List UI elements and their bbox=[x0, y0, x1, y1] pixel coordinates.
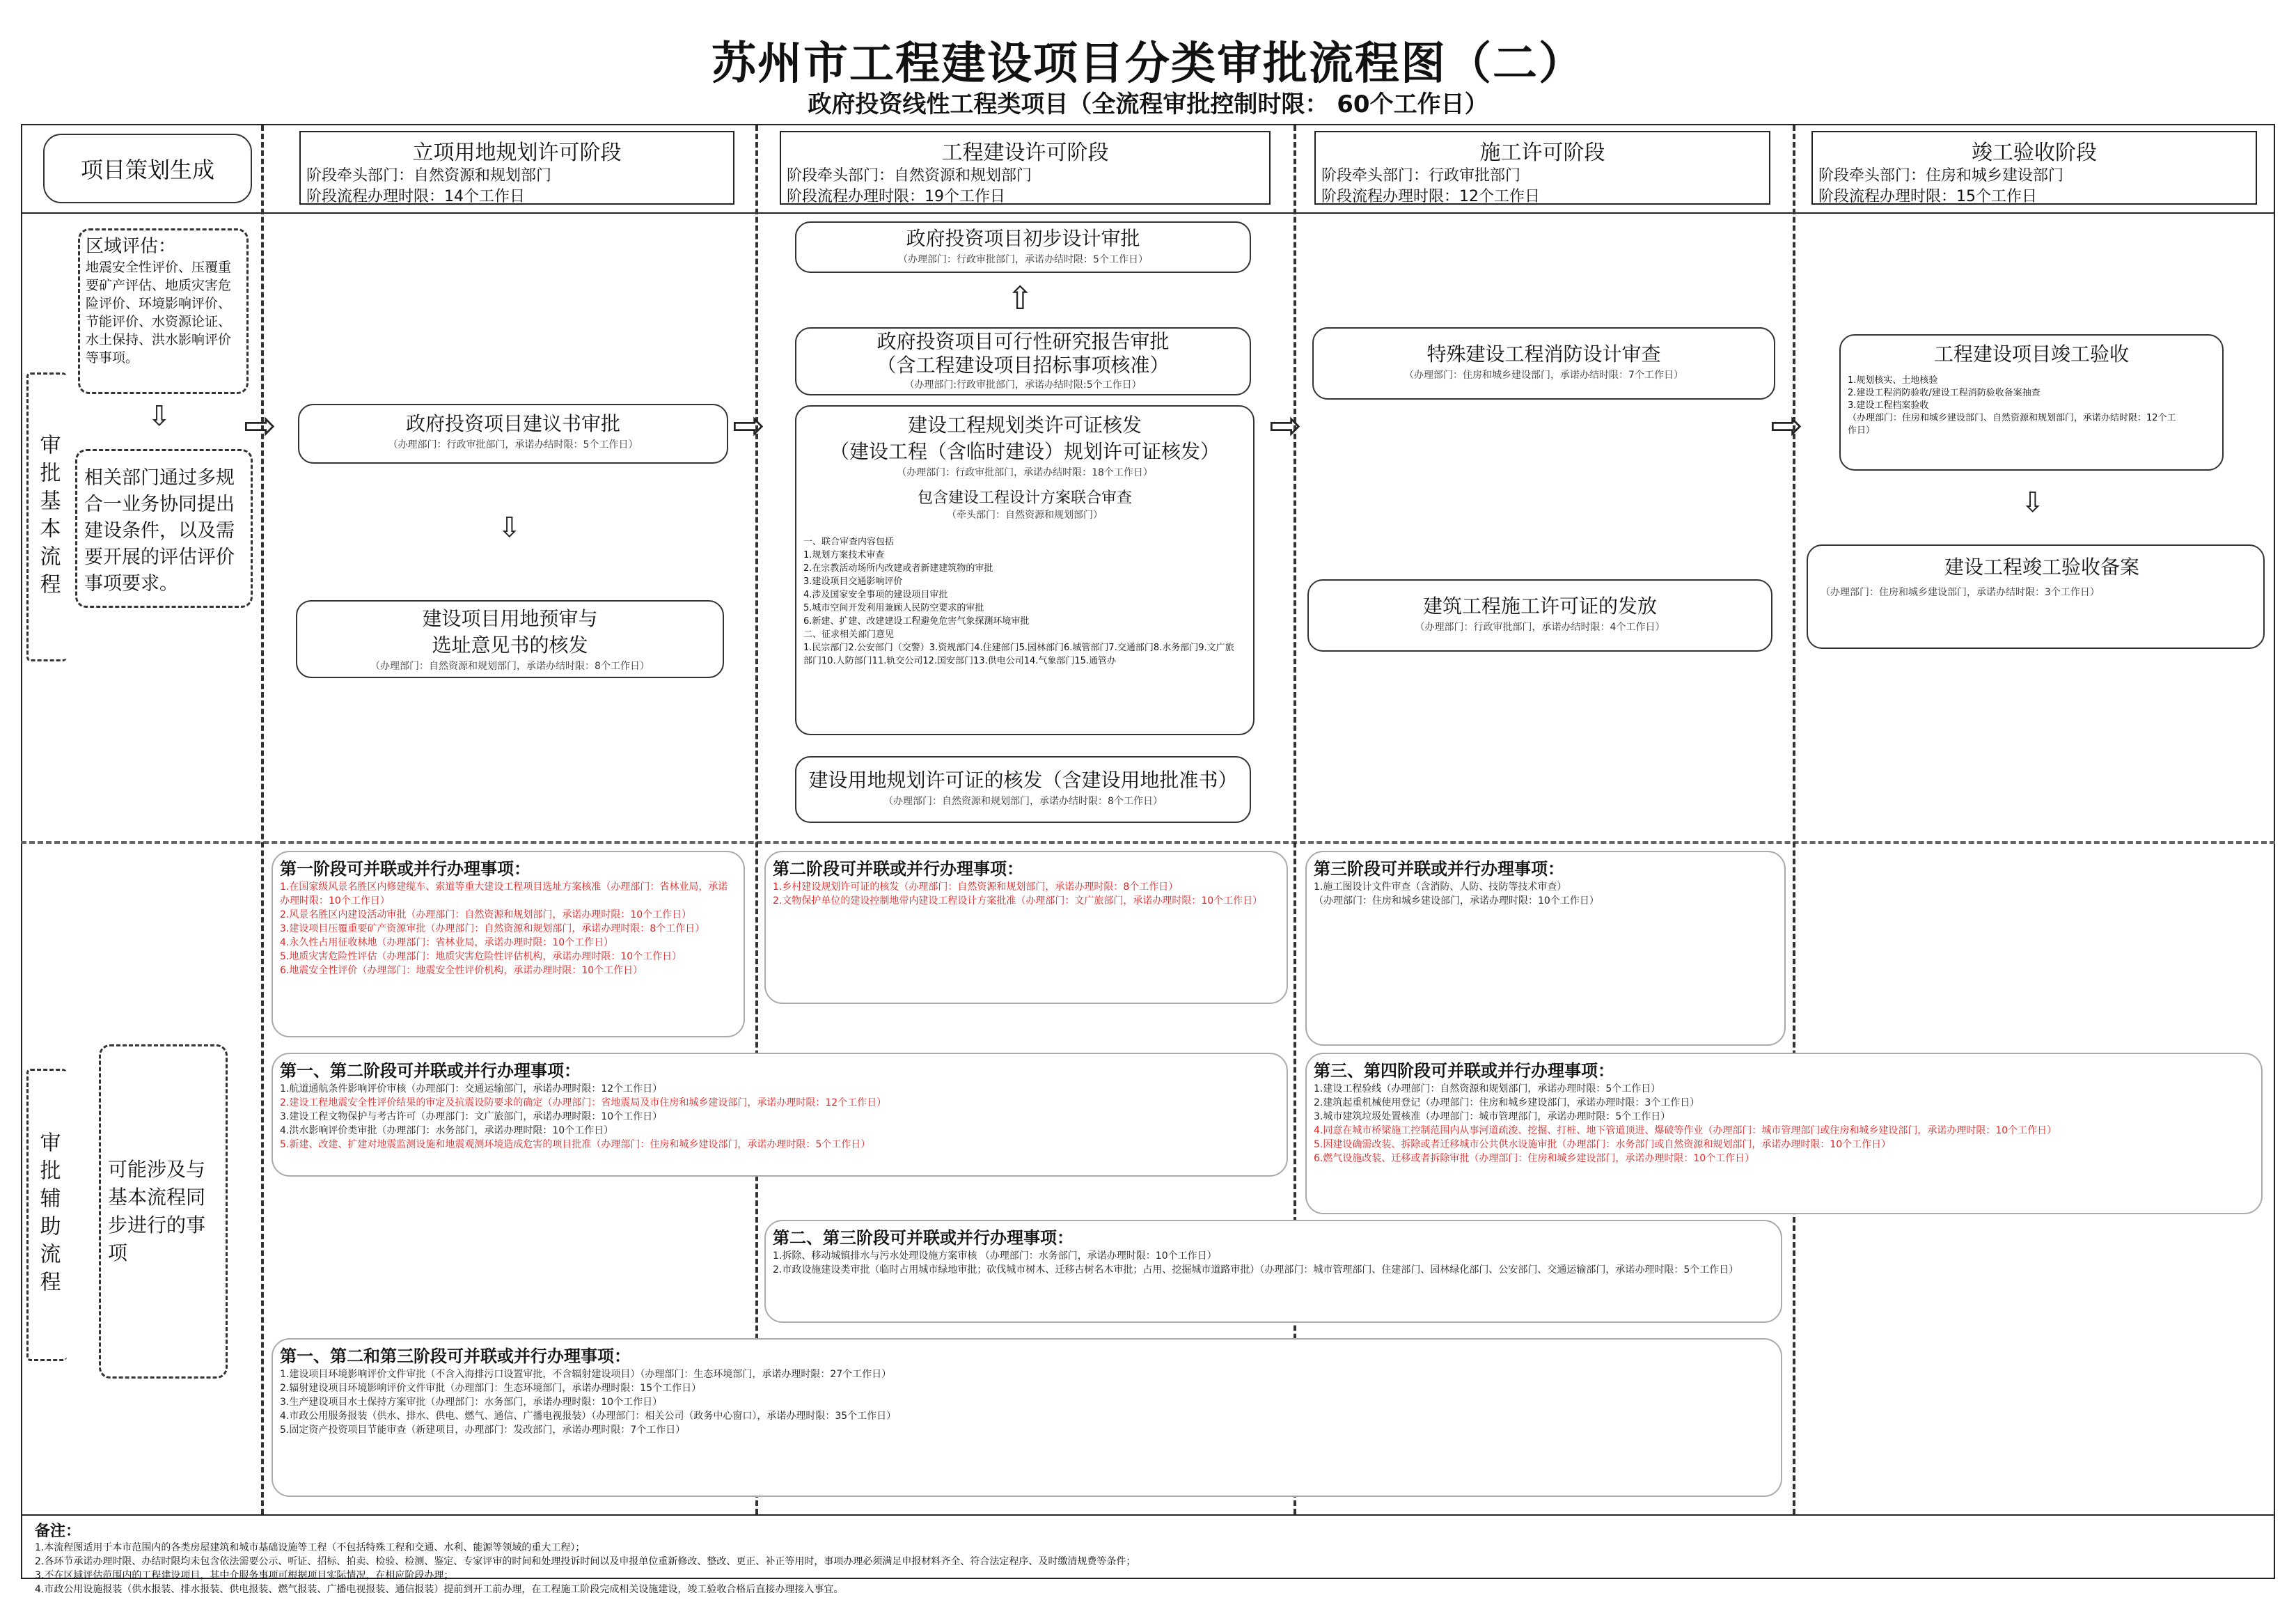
parallel-item: 1.拆除、移动城镇排水与污水处理设施方案审核 （办理部门：水务部门，承诺办理时限：10个工作日） bbox=[773, 1250, 1217, 1262]
down-arrow-icon: ⇩ bbox=[2021, 487, 2045, 519]
project-planning-box[interactable] bbox=[43, 134, 252, 203]
parallel-stage123-box[interactable] bbox=[272, 1338, 1782, 1497]
project-planning-label: 项目策划生成 bbox=[80, 157, 214, 183]
joint-review-list bbox=[796, 535, 1253, 668]
fire-design-sub: （办理部门：住房和城乡建设部门，承诺办结时限：7个工作日） bbox=[1404, 370, 1683, 381]
parallel-item: 2.市政设施建设类审批（临时占用城市绿地审批；砍伐城市树木、迁移古树名木审批；占用、挖掘城市道路审批）（办理部门：城市管理部门、住建部门、园林绿化部门、公安部门、交通运输部门，承诺办理时限：5个工作日） bbox=[773, 1264, 1739, 1276]
list-item: 二、征求相关部门意见 bbox=[803, 629, 895, 640]
stage-lead: 阶段牵头部门：自然资源和规划部门 bbox=[306, 167, 552, 185]
page-subtitle: 政府投资线性工程类项目（全流程审批控制时限： 60个工作日） bbox=[808, 91, 1488, 118]
joint-review-title: 包含建设工程设计方案联合审查 bbox=[917, 489, 1132, 507]
stage-header-4[interactable] bbox=[1811, 131, 2257, 205]
side-label-basic: 审批基本流程 bbox=[26, 372, 67, 661]
stage-divider-4 bbox=[1793, 125, 1795, 1514]
region-evaluation-body: 地震安全性评价、压覆重要矿产评估、地质灾害危险评价、环境影响评价、节能评价、水资源论证、水土保持、洪水影响评价等事项。 bbox=[86, 260, 232, 366]
land-pre-title-1: 建设项目用地预审与 bbox=[422, 607, 598, 630]
parallel-item: 3.建设项目压覆重要矿产资源审批（办理部门：自然资源和规划部门，承诺办理时限：8个工作日） bbox=[280, 923, 705, 934]
joint-review-sub: （牵头部门：自然资源和规划部门） bbox=[947, 510, 1103, 521]
land-use-permit-title: 建设用地规划许可证的核发（含建设用地批准书） bbox=[808, 769, 1238, 792]
stage-name: 竣工验收阶段 bbox=[1972, 141, 2097, 165]
list-item: 4.涉及国家安全事项的建设项目审批 bbox=[803, 590, 948, 600]
land-use-permit-sub: （办理部门：自然资源和规划部门，承诺办结时限：8个工作日） bbox=[883, 796, 1163, 807]
completion-title: 工程建设项目竣工验收 bbox=[1933, 343, 2129, 366]
parallel-item: 5.因建设确需改装、拆除或者迁移城市公共供水设施审批（办理部门：水务部门或自然资源和规划部门，承诺办理时限：10个工作日） bbox=[1314, 1139, 1892, 1150]
stage-header-3[interactable] bbox=[1314, 131, 1770, 205]
proposal-title: 政府投资项目建议书审批 bbox=[405, 412, 620, 435]
side-label-aux: 审批辅助流程 bbox=[26, 1069, 67, 1361]
construction-permit-box[interactable] bbox=[1307, 579, 1772, 652]
prelim-design-box[interactable] bbox=[795, 221, 1251, 273]
parallel-item: 4.市政公用服务报装（供水、排水、供电、燃气、通信、广播电视报装）（办理部门：相关公司（政务中心窗口），承诺办理时限：35个工作日） bbox=[280, 1411, 897, 1422]
parallel-item: 2.辐射建设项目环境影响评价文件审批（办理部门：生态环境部门，承诺办理时限：15个工作日） bbox=[280, 1383, 702, 1394]
stage-divider-2 bbox=[755, 125, 758, 1514]
parallel-item: 3.生产建设项目水土保持方案审批（办理部门：水务部门，承诺办理时限：10个工作日） bbox=[280, 1397, 663, 1408]
list-item: （办理部门：住房和城乡建设部门、自然资源和规划部门，承诺办结时限：12个工作日） bbox=[1848, 413, 2176, 436]
down-arrow-icon: ⇩ bbox=[498, 512, 521, 544]
aux-note-text: 可能涉及与基本流程同步进行的事项 bbox=[108, 1158, 206, 1264]
planning-permit-box[interactable] bbox=[795, 405, 1255, 735]
note-item: 4.市政公用设施报装（供水报装、排水报装、供电报装、燃气报装、广播电视报装、通信报装）提前到开工前办理，在工程施工阶段完成相关设施建设，竣工验收合格后直接办理接入事宜。 bbox=[35, 1584, 844, 1595]
parallel-item: 1.航道通航条件影响评价审核（办理部门：交通运输部门，承诺办理时限：12个工作日） bbox=[280, 1083, 663, 1094]
list-item: 1.民宗部门2.公安部门（交警）3.资规部门4.住建部门5.园林部门6.城管部门7.交通部门8.水务部门9.文广旅部门10.人防部门11.轨交公司12.国安部门13.供电公司14.气象部门15.通管办 bbox=[803, 643, 1234, 666]
land-pre-review-box[interactable] bbox=[296, 600, 724, 678]
right-arrow-icon: ⇨ bbox=[1269, 403, 1302, 448]
parallel-stage2-title: 第二阶段可并联或并行办理事项： bbox=[773, 859, 1023, 879]
land-use-permit-box[interactable] bbox=[795, 756, 1251, 823]
parallel-item: 6.地震安全性评价（办理部门：地震安全性评价机构，承诺办理时限：10个工作日） bbox=[280, 965, 643, 976]
parallel-stage23-box[interactable] bbox=[764, 1220, 1782, 1323]
stage-name: 工程建设许可阶段 bbox=[941, 141, 1109, 165]
list-item: 2.在宗教活动场所内改建或者新建建筑物的审批 bbox=[803, 563, 993, 574]
list-item: 5.城市空间开发利用兼顾人民防空要求的审批 bbox=[803, 603, 984, 613]
fire-design-review-box[interactable] bbox=[1312, 327, 1775, 400]
stage-divider-1 bbox=[261, 125, 264, 1514]
parallel-item: （办理部门：住房和城乡建设部门，承诺办理时限：10个工作日） bbox=[1314, 895, 1599, 906]
proposal-sub: （办理部门：行政审批部门，承诺办结时限：5个工作日） bbox=[388, 439, 638, 450]
stage-header-1[interactable] bbox=[299, 131, 734, 205]
coordination-box[interactable] bbox=[75, 449, 253, 608]
notes-section bbox=[35, 1519, 2263, 1596]
note-item: 3.不在区域评估范围内的工程建设项目，其中介服务事项可根据项目实际情况，在相应阶段办理； bbox=[35, 1570, 454, 1581]
stage-time: 阶段流程办理时限：19个工作日 bbox=[787, 188, 1005, 205]
construction-permit-sub: （办理部门：行政审批部门，承诺办结时限：4个工作日） bbox=[1415, 622, 1665, 633]
parallel-item: 3.城市建筑垃圾处置核准（办理部门：城市管理部门，承诺办理时限：5个工作日） bbox=[1314, 1111, 1671, 1122]
fire-design-title: 特殊建设工程消防设计审查 bbox=[1426, 343, 1661, 366]
stage-lead: 阶段牵头部门：行政审批部门 bbox=[1321, 167, 1521, 185]
parallel-stage1-title: 第一阶段可并联或并行办理事项： bbox=[280, 859, 530, 879]
stage-lead: 阶段牵头部门：住房和城乡建设部门 bbox=[1818, 167, 2064, 185]
page-title: 苏州市工程建设项目分类审批流程图（二） bbox=[711, 38, 1585, 90]
stage-time: 阶段流程办理时限：15个工作日 bbox=[1818, 188, 2037, 205]
parallel-item: 4.永久性占用征收林地（办理部门：省林业局，承诺办理时限：10个工作日） bbox=[280, 937, 614, 948]
parallel-item: 2.文物保护单位的建设控制地带内建设工程设计方案批准（办理部门：文广旅部门，承诺办理时限：10个工作日） bbox=[773, 895, 1263, 906]
coordination-text: 相关部门通过多规合一业务协同提出建设条件，以及需要开展的评估评价事项要求。 bbox=[84, 467, 235, 595]
feasibility-box[interactable] bbox=[795, 327, 1251, 395]
down-arrow-icon: ⇩ bbox=[148, 400, 171, 432]
stage-time: 阶段流程办理时限：14个工作日 bbox=[306, 188, 525, 205]
parallel-stage34-box[interactable] bbox=[1305, 1053, 2263, 1214]
parallel-item: 1.乡村建设规划许可证的核发（办理部门：自然资源和规划部门，承诺办理时限：8个工作日） bbox=[773, 881, 1179, 893]
list-item: 3.建设工程档案验收 bbox=[1848, 400, 1929, 411]
parallel-item: 1.在国家级风景名胜区内修建缆车、索道等重大建设工程项目选址方案核准（办理部门：省林业局，承诺办理时限：10个工作日） bbox=[280, 881, 728, 906]
feasibility-sub: （办理部门:行政审批部门，承诺办结时限:5个工作日） bbox=[904, 379, 1142, 391]
notes-title: 备注： bbox=[35, 1523, 81, 1540]
list-item: 一、联合审查内容包括 bbox=[803, 537, 895, 547]
proposal-approval-box[interactable] bbox=[298, 404, 728, 464]
parallel-stage23-title: 第二、第三阶段可并联或并行办理事项： bbox=[773, 1228, 1074, 1248]
stage-name: 立项用地规划许可阶段 bbox=[412, 141, 622, 165]
region-evaluation-box[interactable] bbox=[78, 228, 249, 394]
prelim-title: 政府投资项目初步设计审批 bbox=[906, 227, 1140, 250]
region-evaluation-title: 区域评估： bbox=[86, 236, 177, 257]
parallel-item: 4.洪水影响评价类审批（办理部门：水务部门，承诺办理时限：10个工作日） bbox=[280, 1125, 614, 1136]
aux-note-box bbox=[99, 1044, 228, 1379]
parallel-item: 5.固定资产投资项目节能审查（新建项目，办理部门：发改部门，承诺办理时限：7个工作日） bbox=[280, 1424, 686, 1436]
parallel-stage12-title: 第一、第二阶段可并联或并行办理事项： bbox=[280, 1061, 581, 1081]
completion-list bbox=[1841, 375, 2222, 437]
stage-time: 阶段流程办理时限：12个工作日 bbox=[1321, 188, 1540, 205]
parallel-stage34-title: 第三、第四阶段可并联或并行办理事项： bbox=[1314, 1061, 1614, 1081]
right-arrow-icon: ⇨ bbox=[1770, 403, 1803, 448]
parallel-item: 2.风景名胜区内建设活动审批（办理部门：自然资源和规划部门，承诺办理时限：10个工作日） bbox=[280, 909, 692, 920]
list-item: 1.规划方案技术审查 bbox=[803, 550, 885, 560]
parallel-stage123-title: 第一、第二和第三阶段可并联或并行办理事项： bbox=[280, 1347, 631, 1366]
planning-permit-title-2: （建设工程（含临时建设）规划许可证核发） bbox=[829, 440, 1220, 463]
land-pre-sub: （办理部门：自然资源和规划部门，承诺办结时限：8个工作日） bbox=[370, 661, 650, 672]
stage-lead: 阶段牵头部门：自然资源和规划部门 bbox=[787, 167, 1032, 185]
parallel-stage2-box[interactable] bbox=[764, 851, 1288, 1004]
parallel-item: 1.施工图设计文件审查（含消防、人防、技防等技术审查） bbox=[1314, 881, 1567, 893]
completion-filing-box[interactable] bbox=[1807, 544, 2265, 649]
feasibility-title-1: 政府投资项目可行性研究报告审批 bbox=[876, 330, 1170, 353]
list-item: 3.建设项目交通影响评价 bbox=[803, 576, 903, 587]
list-item: 6.新建、扩建、改建建设工程避免危害气象探测环境审批 bbox=[803, 616, 1030, 627]
right-arrow-icon: ⇨ bbox=[732, 403, 765, 448]
note-item: 1.本流程图适用于本市范围内的各类房屋建筑和城市基础设施等工程（不包括特殊工程和交通、水利、能源等领域的重大工程）； bbox=[35, 1542, 585, 1553]
construction-permit-title: 建筑工程施工许可证的发放 bbox=[1422, 595, 1657, 618]
planning-permit-title-1: 建设工程规划类许可证核发 bbox=[907, 414, 1142, 437]
notes-divider bbox=[21, 1514, 2275, 1516]
feasibility-title-2: （含工程建设项目招标事项核准） bbox=[876, 354, 1170, 377]
header-divider bbox=[21, 212, 2275, 214]
stage-name: 施工许可阶段 bbox=[1479, 141, 1605, 165]
up-arrow-icon: ⇧ bbox=[1007, 279, 1034, 317]
parallel-item: 5.地质灾害危险性评估（办理部门：地质灾害危险性评估机构，承诺办理时限：10个工作日） bbox=[280, 951, 682, 962]
parallel-item: 6.燃气设施改装、迁移或者拆除审批（办理部门：住房和城乡建设部门，承诺办理时限：10个工作日） bbox=[1314, 1153, 1755, 1164]
parallel-item: 4.同意在城市桥梁施工控制范围内从事河道疏浚、挖掘、打桩、地下管道顶进、爆破等作业（办理部门：城市管理部门或住房和城乡建设部门，承诺办理时限：10个工作日） bbox=[1314, 1125, 2057, 1136]
prelim-sub: （办理部门：行政审批部门，承诺办结时限：5个工作日） bbox=[898, 254, 1148, 265]
parallel-item: 1.建设工程验线（办理部门：自然资源和规划部门，承诺办理时限：5个工作日） bbox=[1314, 1083, 1661, 1094]
parallel-item: 2.建设工程地震安全性评价结果的审定及抗震设防要求的确定（办理部门：省地震局及市住房和城乡建设部门，承诺办理时限：12个工作日） bbox=[280, 1097, 887, 1108]
land-pre-title-2: 选址意见书的核发 bbox=[432, 634, 588, 657]
parallel-stage1-box[interactable] bbox=[272, 851, 745, 1037]
parallel-stage3-box[interactable] bbox=[1305, 851, 1786, 1046]
parallel-item: 5.新建、改建、扩建对地震监测设施和地震观测环境造成危害的项目批准（办理部门：住房和城乡建设部门，承诺办理时限：5个工作日） bbox=[280, 1139, 871, 1150]
parallel-item: 3.建设工程文物保护与考古许可（办理部门：文广旅部门，承诺办理时限：10个工作日） bbox=[280, 1111, 663, 1122]
basic-aux-divider bbox=[21, 841, 2275, 844]
planning-permit-sub: （办理部门：行政审批部门，承诺办结时限：18个工作日） bbox=[897, 467, 1153, 478]
completion-acceptance-box[interactable] bbox=[1839, 334, 2224, 471]
parallel-stage12-box[interactable] bbox=[272, 1053, 1288, 1177]
parallel-item: 2.建筑起重机械使用登记（办理部门：住房和城乡建设部门，承诺办理时限：3个工作日） bbox=[1314, 1097, 1700, 1108]
parallel-stage3-title: 第三阶段可并联或并行办理事项： bbox=[1314, 859, 1564, 879]
list-item: 2.建设工程消防验收/建设工程消防验收备案抽查 bbox=[1848, 388, 2041, 398]
note-item: 2.各环节承诺办理时限、办结时限均未包含依法需要公示、听证、招标、拍卖、检验、检测、鉴定、专家评审的时间和处理投诉时间以及申报单位重新修改、整改、更正、补正等用时，事项办理必须满足申报材料齐全、符合法定程序、及时缴清规费等条件； bbox=[35, 1556, 1136, 1567]
stage-header-2[interactable] bbox=[780, 131, 1271, 205]
completion-filing-title: 建设工程竣工验收备案 bbox=[1944, 556, 2139, 579]
completion-filing-sub: （办理部门：住房和城乡建设部门，承诺办结时限：3个工作日） bbox=[1821, 587, 2100, 598]
list-item: 1.规划核实、土地核验 bbox=[1848, 375, 1938, 386]
right-arrow-icon: ⇨ bbox=[244, 403, 276, 448]
parallel-item: 1.建设项目环境影响评价文件审批（不含入海排污口设置审批，不含辐射建设项目）（办理部门：生态环境部门，承诺办理时限：27个工作日） bbox=[280, 1369, 892, 1380]
